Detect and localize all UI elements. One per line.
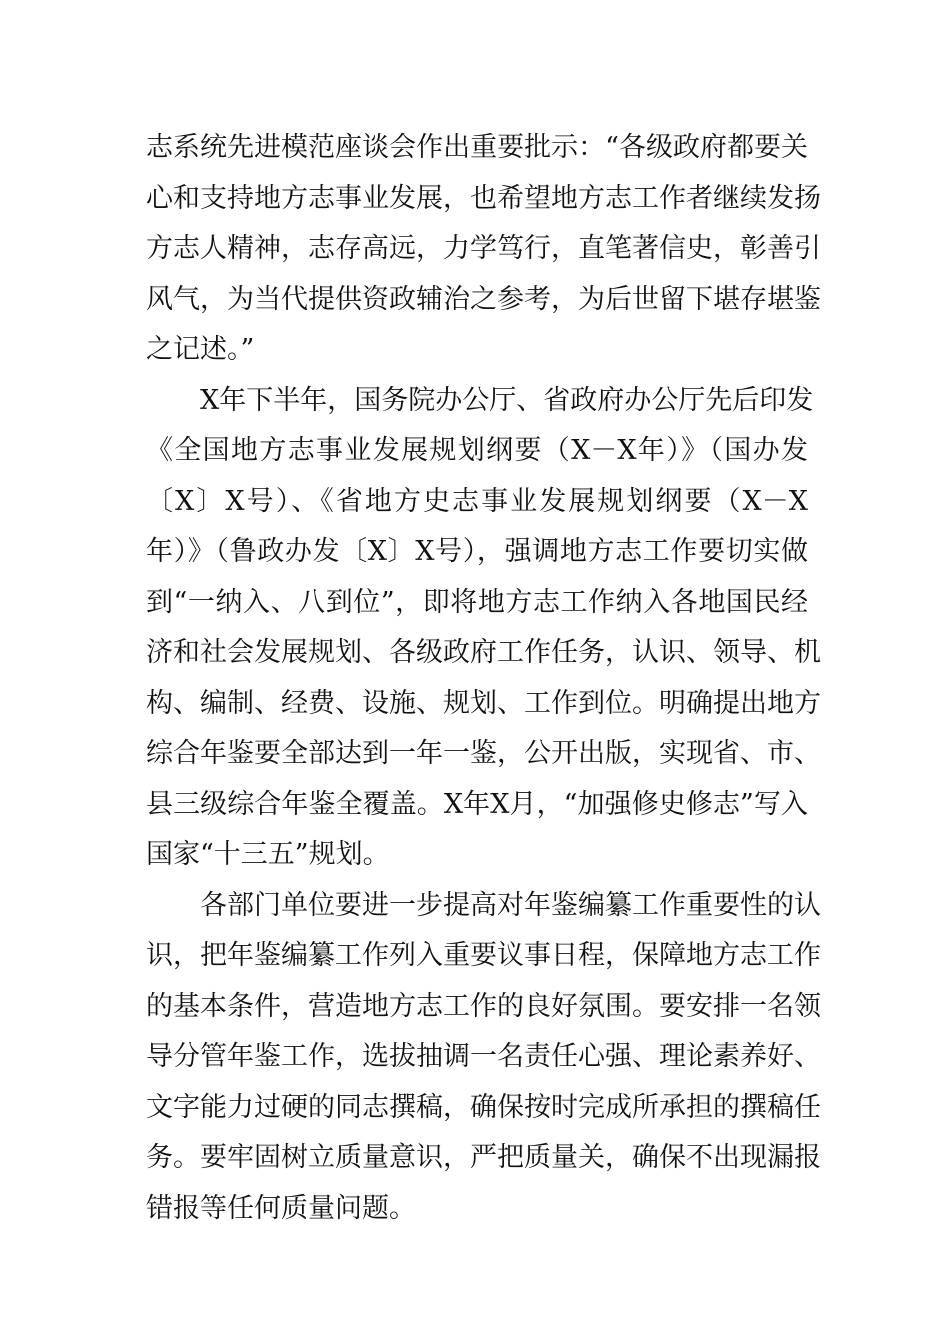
paragraph-1-line-4: 风气，为当代提供资政辅治之参考，为后世留下堪存堪鉴	[146, 283, 821, 315]
paragraph-1-line-2: 心和支持地方志事业发展，也希望地方志工作者继续发扬	[146, 182, 821, 214]
paragraph-2-line-10: 国家“十三五”规划。	[146, 839, 390, 870]
document-body	[146, 123, 821, 1234]
paragraph-2-line-4: 年）》（鲁政办发〔X〕X号），强调地方志工作要切实做	[146, 536, 808, 567]
paragraph-2-line-5: 到“一纳入、八到位”，即将地方志工作纳入各地国民经	[146, 586, 808, 618]
paragraph-2-line-2: 《全国地方志事业发展规划纲要（X－X年）》（国办发	[146, 435, 808, 466]
paragraph-1-line-1: 志系统先进模范座谈会作出重要批示：“各级政府都要关	[146, 132, 808, 163]
paragraph-2-line-1: X年下半年，国务院办公厅、省政府办公厅先后印发	[200, 384, 814, 416]
paragraph-1-line-3: 方志人精神，志存高远，力学笃行，直笔著信史，彰善引	[146, 233, 821, 264]
paragraph-3-line-5: 文字能力过硬的同志撰稿，确保按时完成所承担的撰稿任	[146, 1091, 821, 1123]
paragraph-1-line-5: 之记述。”	[146, 334, 255, 365]
paragraph-3-line-3: 的基本条件，营造地方志工作的良好氛围。要安排一名领	[146, 990, 821, 1022]
paragraph-2-line-8: 综合年鉴要全部达到一年一鉴，公开出版，实现省、市、	[146, 738, 821, 769]
paragraph-3-line-1: 各部门单位要进一步提高对年鉴编纂工作重要性的认	[200, 889, 821, 921]
paragraph-3-line-6: 务。要牢固树立质量意识，严把质量关，确保不出现漏报	[146, 1142, 821, 1173]
paragraph-3-line-4: 导分管年鉴工作，选拔抽调一名责任心强、理论素养好、	[146, 1041, 821, 1072]
paragraph-3-line-7: 错报等任何质量问题。	[146, 1192, 416, 1224]
paragraph-2-line-3: 〔X〕X号）、《省地方史志事业发展规划纲要（X－X	[146, 485, 808, 517]
paragraph-2-line-6: 济和社会发展规划、各级政府工作任务，认识、领导、机	[146, 637, 821, 668]
paragraph-2-line-9: 县三级综合年鉴全覆盖。X年X月，“加强修史修志”写入	[146, 788, 808, 820]
paragraph-2-line-7: 构、编制、经费、设施、规划、工作到位。明确提出地方	[146, 687, 821, 719]
paragraph-3-line-2: 识，把年鉴编纂工作列入重要议事日程，保障地方志工作	[146, 940, 821, 971]
